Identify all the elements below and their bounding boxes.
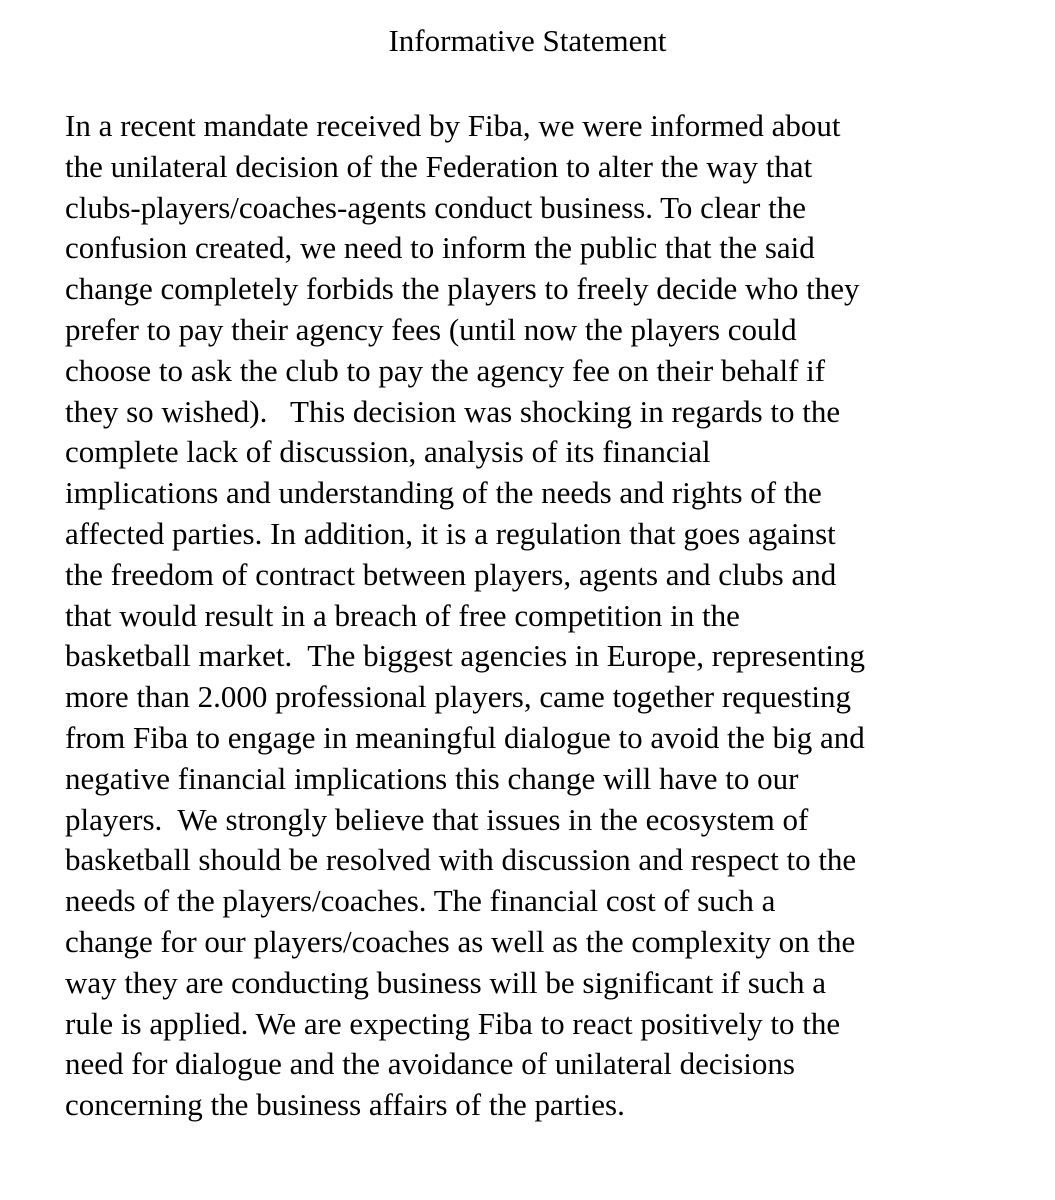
body-line: basketball market. The biggest agencies in Europe, representing <box>65 638 865 674</box>
body-line: rule is applied. We are expecting Fiba to react positively to the <box>65 1005 841 1041</box>
statement-body <box>65 106 1045 1126</box>
body-line: needs of the players/coaches. The financial cost of such a <box>65 883 776 919</box>
body-line: basketball should be resolved with discussion and respect to the <box>65 842 857 878</box>
body-line: change for our players/coaches as well as the complexity on the <box>65 923 856 959</box>
body-line: In a recent mandate received by Fiba, we were informed about <box>65 108 841 143</box>
body-line: way they are conducting business will be significant if such a <box>65 964 827 1000</box>
body-line: need for dialogue and the avoidance of unilateral decisions <box>65 1046 795 1082</box>
body-line: concerning the business affairs of the parties. <box>65 1087 625 1123</box>
body-line: they so wished). This decision was shocking in regards to the <box>65 393 841 429</box>
body-line: the freedom of contract between players, agents and clubs and <box>65 556 837 592</box>
body-line: clubs-players/coaches-agents conduct business. To clear the <box>65 189 807 225</box>
body-line: change completely forbids the players to freely decide who they <box>65 271 860 307</box>
body-line: confusion created, we need to inform the public that the said <box>65 230 815 266</box>
body-line: negative financial implications this change will have to our <box>65 760 799 796</box>
document-title: Informative Statement <box>388 23 667 58</box>
body-line: complete lack of discussion, analysis of its financial <box>65 434 711 470</box>
body-line: more than 2.000 professional players, came together requesting <box>65 679 851 715</box>
body-line: choose to ask the club to pay the agency fee on their behalf if <box>65 352 826 388</box>
body-line: affected parties. In addition, it is a regulation that goes against <box>65 515 836 551</box>
body-line: players. We strongly believe that issues in the ecosystem of <box>65 801 809 837</box>
body-line: that would result in a breach of free competition in the <box>65 597 740 633</box>
body-line: implications and understanding of the needs and rights of the <box>65 475 822 511</box>
body-line: from Fiba to engage in meaningful dialogue to avoid the big and <box>65 719 865 755</box>
body-line: prefer to pay their agency fees (until now the players could <box>65 311 797 347</box>
body-line: the unilateral decision of the Federation to alter the way that <box>65 148 813 184</box>
